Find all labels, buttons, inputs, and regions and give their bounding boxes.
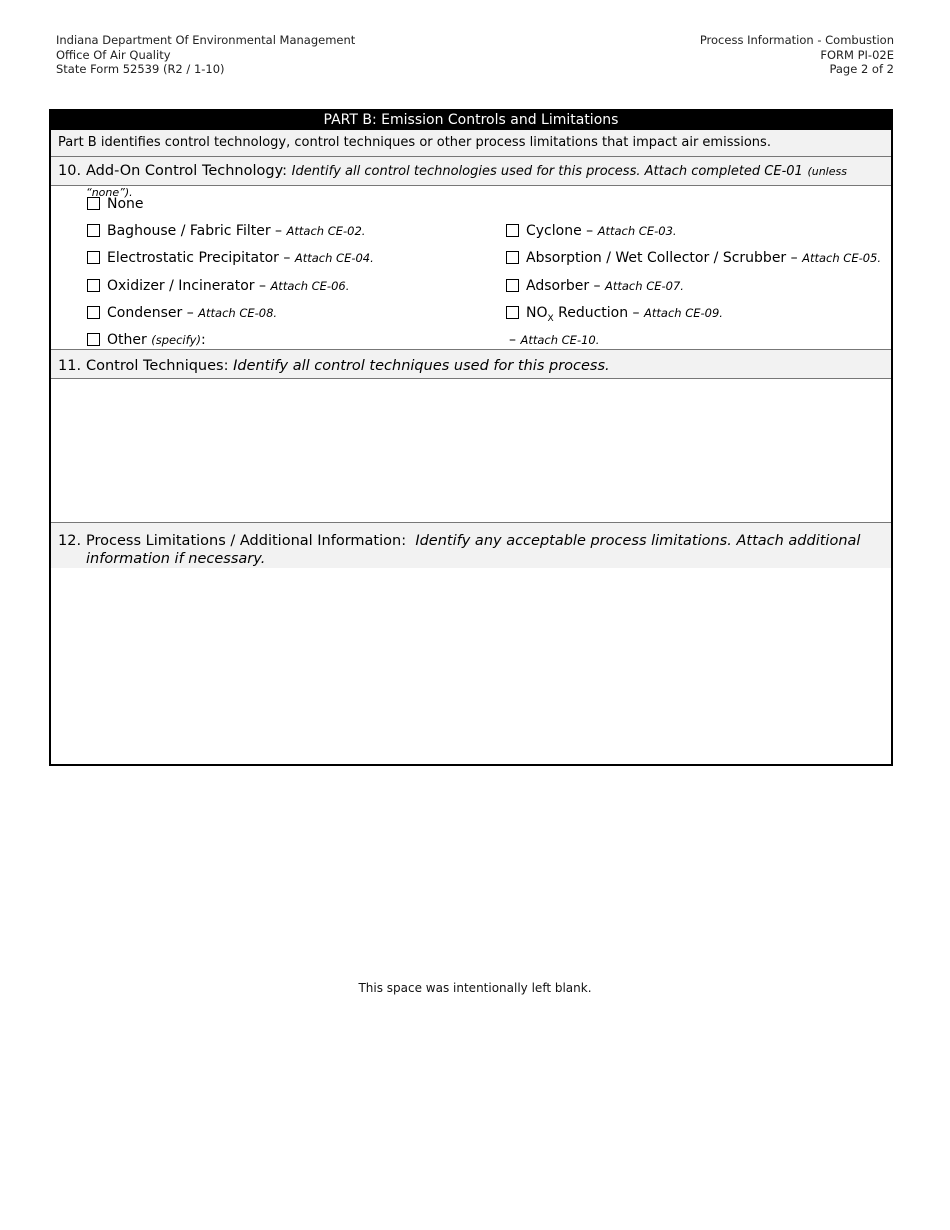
condenser-label: Condenser – [107,305,194,321]
blank-space-note: This space was intentionally left blank. [358,981,592,995]
question-12-instruction: Identify any acceptable process limitations. Attach additional information if necessary. [86,533,861,567]
oxidizer-checkbox[interactable] [87,279,100,292]
other-attach: Attach CE-10. [520,333,600,347]
condenser-attach: Attach CE-08. [198,306,278,320]
agency-name: Indiana Department Of Environmental Management [56,33,356,47]
other-specify: (specify) [151,333,201,347]
nox-checkbox[interactable] [506,306,519,319]
form-id: FORM PI-02E [820,47,894,62]
cyclone-attach: Attach CE-03. [597,224,677,238]
part-b-title: PART B: Emission Controls and Limitations [51,111,891,130]
question-11-label: Control Techniques: [86,358,229,374]
option-condenser [87,304,277,322]
header-form-block [700,33,894,77]
state-form-number: State Form 52539 (R2 / 1-10) [56,62,225,76]
part-b-intro: Part B identifies control technology, control techniques or other process limitations that impact air emissions. [51,130,891,157]
oxidizer-attach: Attach CE-06. [270,279,350,293]
option-cyclone [506,222,677,240]
option-oxidizer [87,277,349,295]
question-10-instruction: Identify all control technologies used for this process. Attach completed CE-01 [291,164,803,179]
option-absorption [506,249,881,267]
nox-label-sub: X [547,313,554,324]
esp-checkbox[interactable] [87,251,100,264]
page-number: Page 2 of 2 [829,62,894,76]
office-name: Office Of Air Quality [56,47,171,62]
option-esp [87,249,374,267]
other-checkbox[interactable] [87,333,100,346]
absorption-label: Absorption / Wet Collector / Scrubber – [526,250,798,266]
baghouse-checkbox[interactable] [87,224,100,237]
other-dash: – [509,332,516,348]
option-other [87,331,206,349]
question-11-header [51,350,891,379]
question-12-number: 12. [58,533,82,549]
question-12-text [86,532,883,568]
none-label: None [107,196,144,212]
process-limitations-entry-area[interactable] [51,568,891,908]
nox-label-rest: Reduction – [558,305,640,321]
question-10-header [51,157,891,199]
control-technology-options [51,186,891,350]
condenser-checkbox[interactable] [87,306,100,319]
header-agency-block [56,33,355,77]
esp-label: Electrostatic Precipitator – [107,250,291,266]
question-10-note: (unless “none”). [86,165,847,199]
question-12-label: Process Limitations / Additional Information: [86,533,407,549]
option-nox-reduction [506,304,723,328]
absorption-attach: Attach CE-05. [802,251,882,265]
cyclone-label: Cyclone – [526,223,594,239]
option-baghouse [87,222,365,240]
esp-attach: Attach CE-04. [294,251,374,265]
other-colon: : [200,332,206,348]
question-11-instruction: Identify all control techniques used for this process. [233,358,610,374]
absorption-checkbox[interactable] [506,251,519,264]
control-techniques-entry-area[interactable] [51,379,891,523]
part-b-form [49,109,893,766]
adsorber-checkbox[interactable] [506,279,519,292]
question-10-number: 10. [58,163,82,179]
question-11-text [86,357,883,375]
adsorber-attach: Attach CE-07. [605,279,684,293]
other-attach-note [509,331,599,349]
question-12-header [51,523,891,568]
nox-label-main: NO [526,305,548,321]
option-adsorber [506,277,684,295]
oxidizer-label: Oxidizer / Incinerator – [107,278,266,294]
adsorber-label: Adsorber – [526,278,601,294]
nox-attach: Attach CE-09. [644,306,723,320]
form-title: Process Information - Combustion [699,33,894,47]
option-none [87,195,144,213]
cyclone-checkbox[interactable] [506,224,519,237]
question-11-number: 11. [58,358,82,374]
other-label: Other [107,332,147,348]
question-10-label: Add-On Control Technology: [86,163,287,179]
none-checkbox[interactable] [87,197,100,210]
baghouse-label: Baghouse / Fabric Filter – [107,223,283,239]
baghouse-attach: Attach CE-02. [286,224,366,238]
